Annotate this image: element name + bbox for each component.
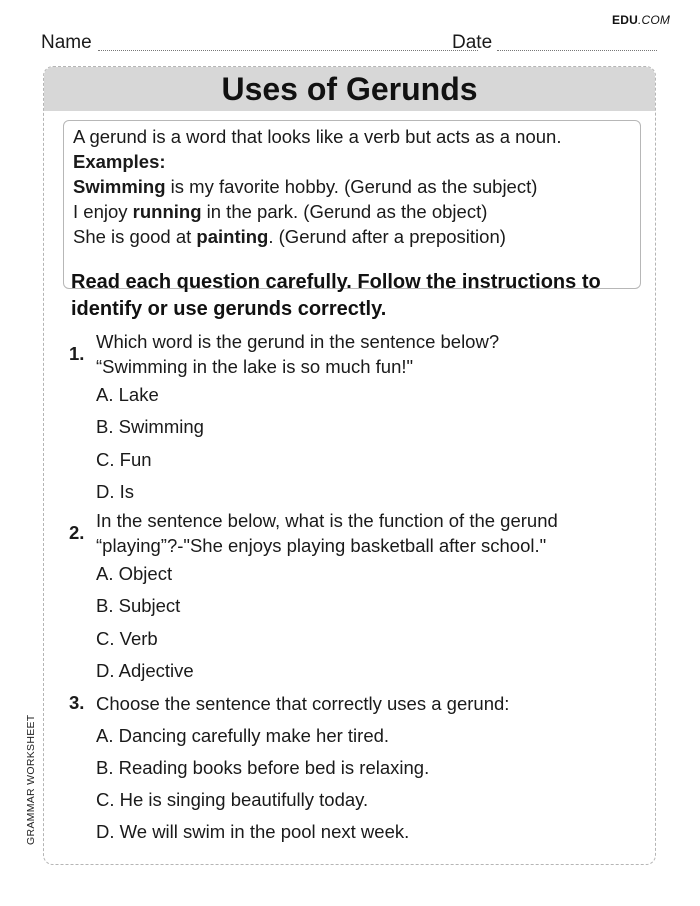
question-1-line-1: Which word is the gerund in the sentence below? (96, 331, 500, 352)
question-1-option-a[interactable]: A. Lake (96, 384, 159, 405)
example-sentence-1 (73, 174, 632, 199)
question-3-option-a[interactable]: A. Dancing carefully make her tired. (96, 725, 390, 746)
logo-main-text: EDU (612, 13, 638, 27)
example-text: She is good at (73, 226, 197, 247)
question-2-option-b[interactable]: B. Subject (96, 595, 181, 616)
question-2-text (96, 508, 558, 558)
question-3-number: 3. (69, 692, 85, 713)
date-label: Date (452, 32, 493, 53)
logo-suffix-text: .COM (637, 13, 671, 27)
question-1-option-b[interactable]: B. Swimming (96, 416, 204, 437)
example-text: in the park. (Gerund as the object) (201, 201, 488, 222)
question-3-option-c[interactable]: C. He is singing beautifully today. (96, 789, 369, 810)
name-date-row (41, 30, 657, 54)
question-1-option-c[interactable]: C. Fun (96, 449, 152, 470)
example-sentence-3 (73, 224, 632, 249)
question-3-line-1: Choose the sentence that correctly uses a gerund: (96, 693, 510, 714)
example-gerund: Swimming (73, 176, 166, 197)
gerund-definition: A gerund is a word that looks like a verb but acts as a noun. (73, 126, 562, 147)
question-2-option-a[interactable]: A. Object (96, 563, 173, 584)
side-category-label: GRAMMAR WORKSHEET (25, 714, 37, 845)
question-1-line-2: “Swimming in the lake is so much fun!" (96, 356, 414, 377)
question-2-line-2: “playing”?-"She enjoys playing basketball after school." (96, 535, 547, 556)
worksheet-title: Uses of Gerunds (44, 67, 655, 111)
question-3-text (96, 691, 509, 716)
example-text: is my favorite hobby. (Gerund as the subject) (165, 176, 538, 197)
example-text: I enjoy (73, 201, 133, 222)
question-2-line-1: In the sentence below, what is the function of the gerund (96, 510, 558, 531)
question-2-option-c[interactable]: C. Verb (96, 628, 158, 649)
date-fill-line[interactable] (497, 50, 657, 51)
examples-box (63, 120, 641, 289)
example-gerund: painting (196, 226, 269, 247)
example-text: . (Gerund after a preposition) (268, 226, 506, 247)
edu-logo (612, 13, 670, 27)
question-2-option-d[interactable]: D. Adjective (96, 660, 194, 681)
question-1-number: 1. (69, 343, 85, 364)
examples-heading: Examples: (73, 151, 166, 172)
question-2-number: 2. (69, 522, 85, 543)
instructions: Read each question carefully. Follow the instructions to identify or use gerunds correctly. (71, 271, 601, 320)
question-1-option-d[interactable]: D. Is (96, 481, 135, 502)
example-sentence-2 (73, 199, 632, 224)
question-3-option-d[interactable]: D. We will swim in the pool next week. (96, 821, 410, 842)
worksheet-frame (43, 66, 656, 865)
name-fill-line[interactable] (98, 50, 478, 51)
question-1-text (96, 329, 499, 379)
name-label: Name (41, 32, 92, 53)
question-3-option-b[interactable]: B. Reading books before bed is relaxing. (96, 757, 430, 778)
example-gerund: running (132, 201, 202, 222)
